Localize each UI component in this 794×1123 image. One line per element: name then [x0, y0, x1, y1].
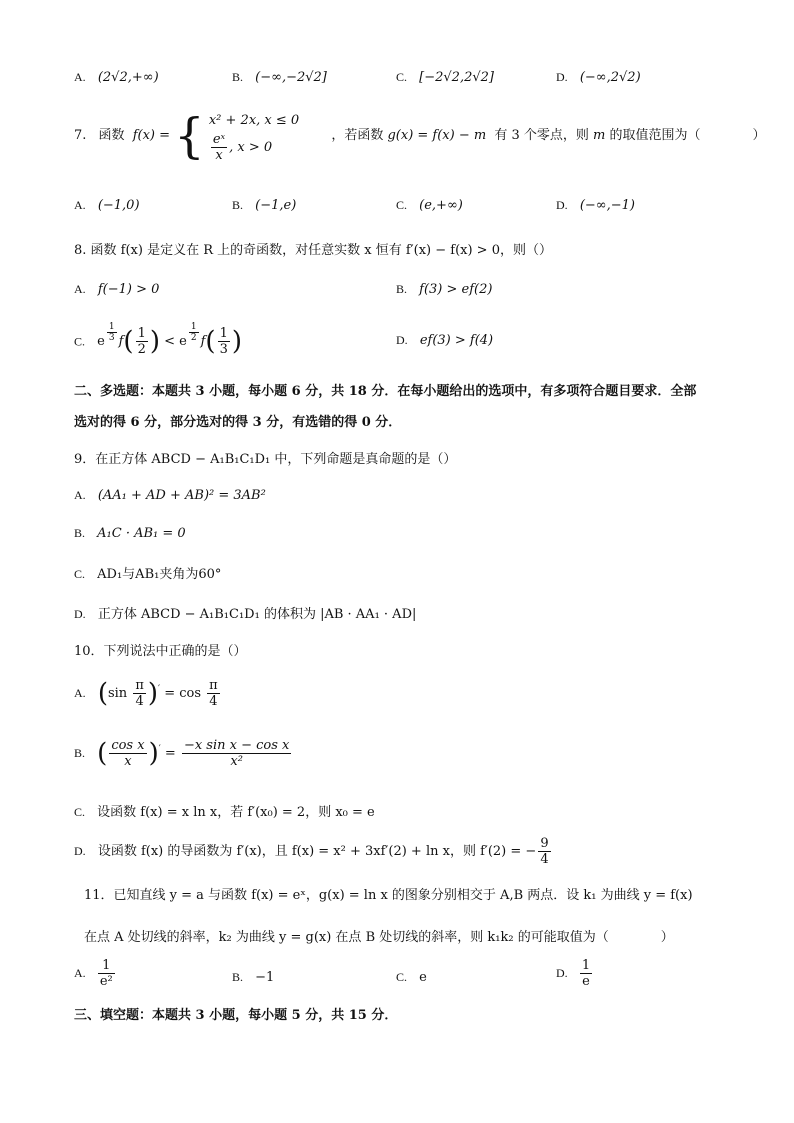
question-8: 8. 函数 f(x) 是定义在 R 上的奇函数，对任意实数 x 恒有 f′(x) − f(x) > 0，则（） [74, 243, 552, 258]
paren: ) [147, 678, 159, 709]
paren: ( [123, 326, 134, 357]
option-label: D. [74, 607, 86, 621]
function-f: f [200, 334, 206, 350]
paren: ) [149, 326, 160, 357]
denominator: 3 [219, 342, 228, 358]
option-b-expression [97, 738, 293, 769]
option-text: (−∞,2√2) [579, 70, 641, 85]
case-2-condition: , x > 0 [229, 139, 273, 155]
q6-option-a [74, 70, 159, 85]
denominator: e [582, 974, 590, 989]
option-text: (2√2,+∞) [97, 70, 159, 85]
option-c-expression [97, 322, 242, 358]
denominator: x [215, 147, 223, 163]
fraction [538, 836, 550, 867]
option-a-expression [97, 678, 222, 709]
option-label: A. [74, 198, 86, 212]
q7-option-d [556, 198, 635, 213]
numerator: eˣ [212, 131, 226, 147]
option-text: ef(3) > f(4) [419, 333, 494, 348]
relation: < e [164, 334, 187, 350]
q7-option-c [396, 198, 463, 213]
sin-text: sin [107, 686, 128, 701]
q6-option-b [232, 70, 327, 85]
q11-option-b [232, 970, 274, 985]
option-label: C. [74, 567, 86, 581]
piecewise-brace: { [174, 108, 205, 164]
question-text: 函数 [98, 128, 125, 143]
question-number: 7. [74, 128, 87, 143]
denominator: 4 [540, 852, 549, 867]
denominator: e² [99, 974, 113, 989]
question-11-cont: 在点 A 处切线的斜率，k₂ 为曲线 y = g(x) 在点 B 处切线的斜率，则 k₁k₂ 的可能取值为（ ） [84, 930, 674, 945]
option-text: 设函数 f(x) = x ln x，若 f′(x₀) = 2，则 x₀ = e [97, 805, 375, 820]
q7-option-b [232, 198, 296, 213]
option-text: (−∞,−1) [579, 198, 635, 213]
function-expression: f(x) = [132, 128, 171, 143]
question-10: 10．下列说法中正确的是（） [74, 644, 247, 659]
numerator: 1 [137, 326, 146, 342]
case-2-fraction [211, 132, 227, 163]
option-label: D. [556, 198, 568, 212]
argument-fraction [218, 326, 230, 357]
numerator: 9 [540, 836, 549, 851]
option-text: (AA₁ + AD + AB)² = 3AB² [97, 488, 266, 503]
question-7 [74, 108, 766, 164]
prime: ′ [158, 744, 161, 755]
section-2-heading-cont: 选对的得 6 分，部分选对的得 3 分，有选错的得 0 分． [74, 415, 402, 430]
function-expression: g(x) = f(x) − m [387, 128, 487, 143]
q7-option-a [74, 198, 140, 213]
denominator: 4 [135, 694, 144, 709]
option-label: A. [74, 966, 86, 980]
paren: ) [231, 326, 242, 357]
option-label: B. [74, 526, 86, 540]
option-label: B. [232, 970, 244, 984]
prime: ′ [158, 684, 161, 695]
option-label: D. [74, 844, 86, 858]
paren: ) [148, 738, 159, 769]
denominator: 2 [137, 342, 146, 358]
q11-option-c [396, 970, 427, 985]
option-text: f(−1) > 0 [97, 282, 160, 297]
question-text: 有 3 个零点，则 [494, 128, 589, 143]
q10-option-a [74, 678, 222, 709]
numerator: −x sin x − cos x [183, 738, 290, 753]
fraction [109, 738, 146, 769]
fraction [207, 678, 220, 709]
option-text: AD₁与AB₁夹角为60° [97, 567, 222, 582]
numerator: 1 [219, 326, 228, 342]
rhs-text: = cos [164, 686, 202, 701]
fraction [98, 958, 115, 989]
numerator: π [135, 678, 144, 693]
q11-option-d [556, 958, 594, 989]
q9-option-d [74, 603, 416, 622]
denominator: x² [230, 754, 243, 769]
option-label: A. [74, 686, 86, 700]
q9-option-c [74, 563, 221, 582]
argument-fraction [136, 326, 148, 357]
q6-option-c [396, 70, 494, 85]
option-label: C. [396, 970, 408, 984]
section-3-heading: 三、填空题：本题共 3 小题，每小题 5 分，共 15 分． [74, 1008, 398, 1023]
q10-option-d [74, 836, 553, 867]
paren: ( [205, 326, 216, 357]
numerator: 1 [108, 322, 115, 332]
q10-option-b [74, 738, 293, 769]
q10-option-c [74, 801, 375, 820]
numerator: 1 [98, 958, 115, 974]
paren: ( [97, 738, 108, 769]
option-label: A. [74, 282, 86, 296]
option-text: f(3) > ef(2) [419, 282, 493, 297]
option-text: −1 [255, 970, 275, 985]
option-label: D. [396, 333, 408, 347]
fraction [133, 678, 146, 709]
exponent-fraction [107, 322, 117, 343]
q11-option-a [74, 958, 117, 989]
question-11: 11．已知直线 y = a 与函数 f(x) = eˣ，g(x) = ln x 的图象分别相交于 A,B 两点．设 k₁ 为曲线 y = f(x) [84, 888, 693, 903]
option-label: A. [74, 488, 86, 502]
exponent-fraction [189, 322, 199, 343]
option-label: D. [556, 966, 568, 980]
option-label: C. [396, 198, 408, 212]
piecewise-cases [209, 110, 299, 163]
case-1: x² + 2x, x ≤ 0 [208, 112, 300, 128]
numerator: 1 [190, 322, 197, 332]
option-text: (e,+∞) [419, 198, 463, 213]
q9-option-a [74, 488, 266, 503]
denominator: x [124, 754, 132, 769]
q8-option-d [396, 333, 493, 348]
denominator: 2 [190, 333, 197, 343]
equals: = [164, 746, 176, 761]
q8-option-b [396, 282, 492, 297]
option-text: (−∞,−2√2] [255, 70, 327, 85]
fraction [182, 738, 291, 769]
q6-option-d [556, 70, 641, 85]
fraction [580, 958, 592, 989]
question-text: 的取值范围为（ ） [609, 128, 766, 143]
option-label: B. [232, 198, 244, 212]
option-text: (−1,0) [97, 198, 140, 213]
paren: ( [97, 678, 108, 709]
option-text: A₁C · AB₁ = 0 [97, 526, 186, 541]
case-2 [209, 132, 299, 163]
question-text: ，若函数 [331, 128, 384, 143]
parameter-m: m [593, 128, 606, 143]
numerator: π [209, 678, 218, 693]
option-text: 设函数 f(x) 的导函数为 f′(x)，且 f(x) = x² + 3xf′(2) + ln x，则 f′(2) = − [97, 844, 537, 859]
function-f: f [118, 334, 124, 350]
section-2-heading: 二、多选题：本题共 3 小题，每小题 6 分，共 18 分．在每小题给出的选项中，有多项符合题目要求．全部 [74, 384, 697, 399]
numerator: cos x [111, 738, 145, 753]
option-label: B. [74, 746, 86, 760]
option-label: B. [396, 282, 408, 296]
option-label: A. [74, 70, 86, 84]
option-text: e [419, 970, 427, 985]
option-text: 正方体 ABCD − A₁B₁C₁D₁ 的体积为 |AB · AA₁ · AD| [97, 607, 417, 622]
denominator: 3 [108, 333, 115, 343]
option-label: C. [74, 334, 86, 349]
question-9: 9．在正方体 ABCD − A₁B₁C₁D₁ 中，下列命题是真命题的是（） [74, 452, 457, 467]
q9-option-b [74, 526, 186, 541]
option-label: D. [556, 70, 568, 84]
q8-option-a [74, 282, 159, 297]
option-text: (−1,e) [255, 198, 297, 213]
base-e: e [97, 334, 105, 350]
option-label: C. [74, 805, 86, 819]
denominator: 4 [209, 694, 218, 709]
numerator: 1 [581, 958, 591, 973]
q8-option-c [74, 322, 242, 357]
option-label: B. [232, 70, 244, 84]
option-label: C. [396, 70, 408, 84]
option-text: [−2√2,2√2] [419, 70, 494, 85]
